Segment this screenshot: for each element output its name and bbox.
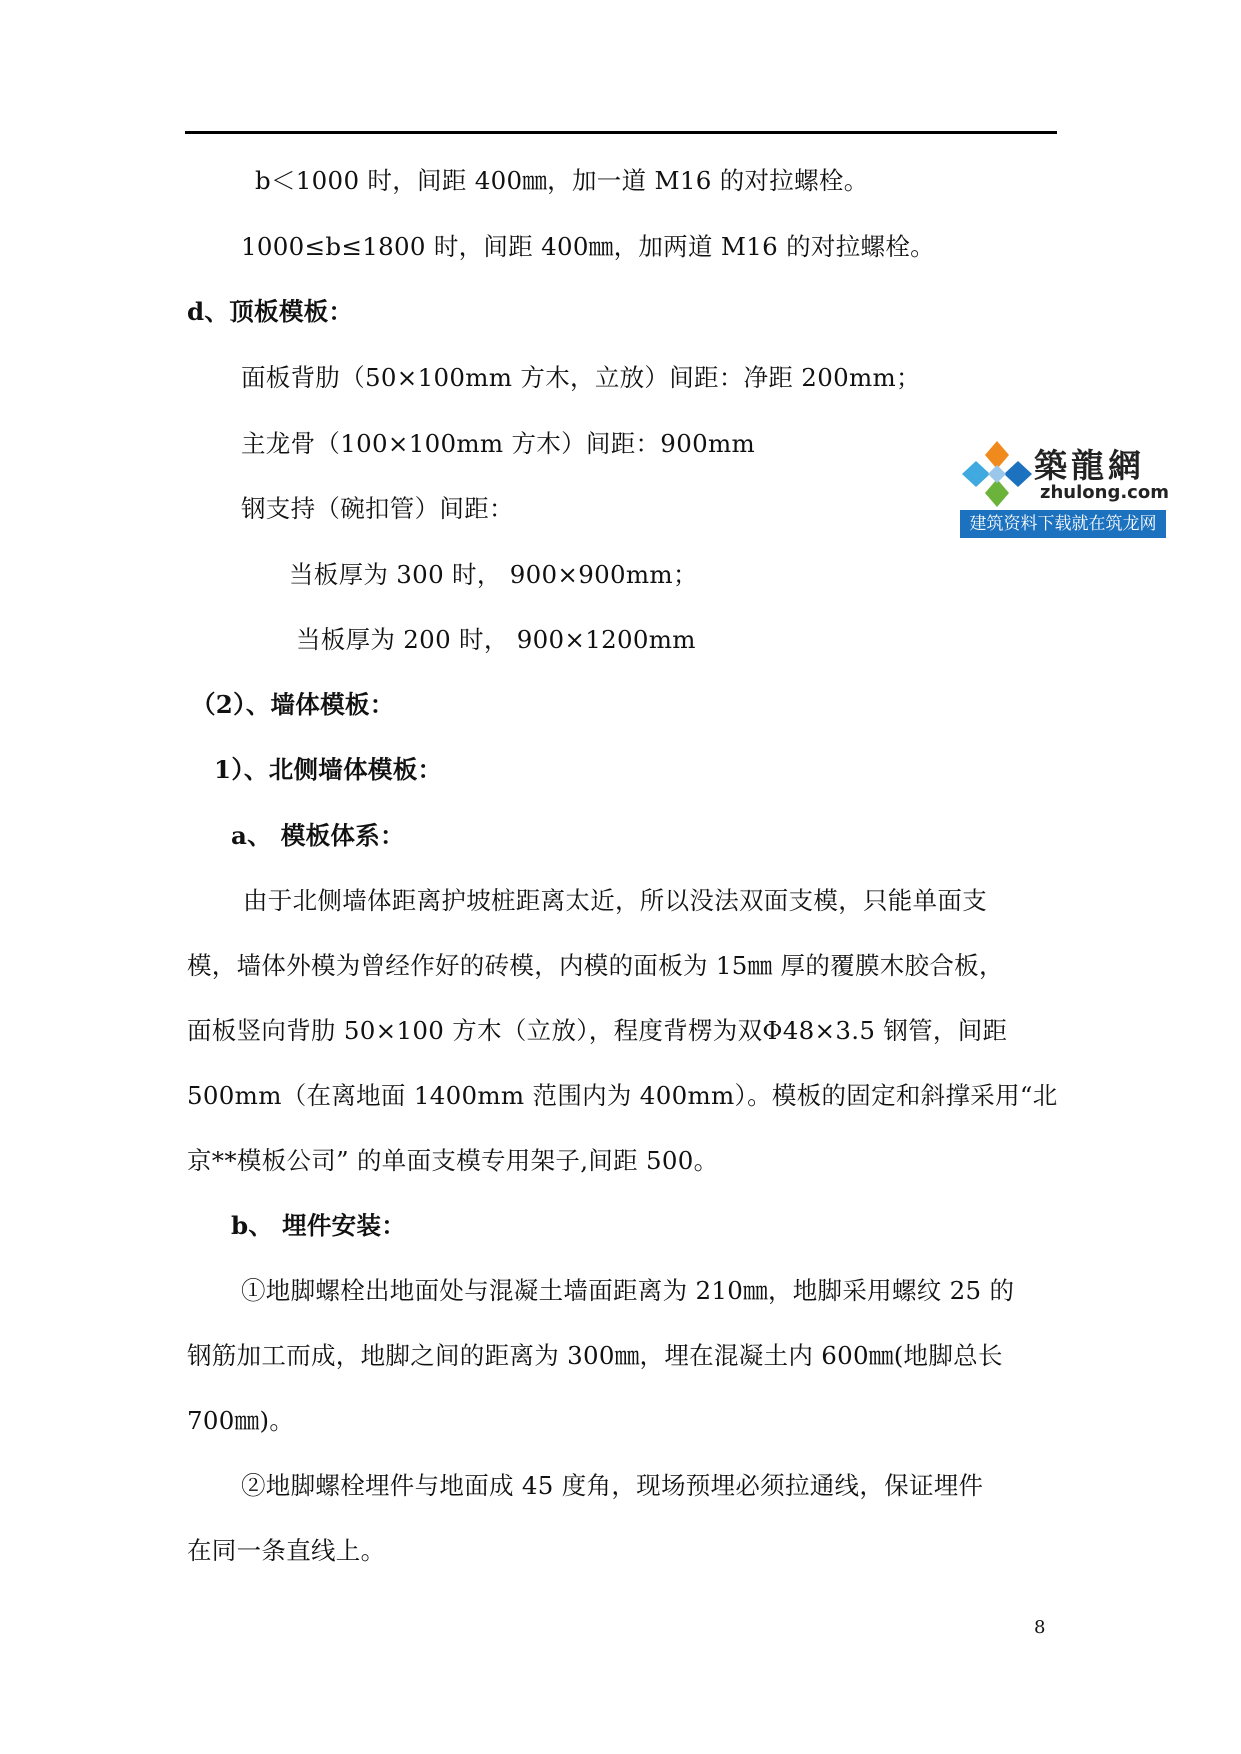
logo-name: 築龍網 [1034,446,1145,485]
paragraph-line: 模，墙体外模为曾经作好的砖模，内模的面板为 15㎜ 厚的覆膜木胶合板， [187,951,1004,980]
text-line: 主龙骨（100×100mm 方木）间距：900mm [241,429,756,458]
zhulong-watermark-logo [960,437,1169,538]
paragraph-line: 在同一条直线上。 [187,1536,386,1565]
section-heading: d、顶板模板： [187,297,354,326]
paragraph-line: ①地脚螺栓出地面处与混凝土墙面距离为 210㎜，地脚采用螺纹 25 的 [241,1276,1015,1305]
item-heading: b、 埋件安装： [231,1211,407,1240]
item-heading: a、 模板体系： [231,821,405,850]
subsection-heading: 1）、北侧墙体模板： [214,755,443,784]
text-line: 面板背肋（50×100mm 方木，立放）间距：净距 200mm； [241,363,921,392]
paragraph-line: 由于北侧墙体距离护坡桩距离太近，所以没法双面支模，只能单面支 [243,886,987,915]
logo-slogan: 建筑资料下载就在筑龙网 [960,510,1166,538]
text-line: 当板厚为 200 时， 900×1200mm [296,625,696,654]
text-line: 当板厚为 300 时， 900×900mm； [289,560,698,589]
logo-url: zhulong.com [1040,482,1169,503]
paragraph-line: 钢筋加工而成，地脚之间的距离为 300㎜，埋在混凝土内 600㎜(地脚总长 [187,1341,1003,1370]
text-line: b＜1000 时，间距 400㎜，加一道 M16 的对拉螺栓。 [255,166,869,195]
paragraph-line: 700㎜)。 [187,1406,295,1435]
paragraph-line: 京**模板公司” 的单面支模专用架子,间距 500。 [187,1146,719,1175]
paragraph-line: 面板竖向背肋 50×100 方木（立放），程度背楞为双Φ48×3.5 钢管，间距 [187,1016,1008,1045]
section-heading: （2）、墙体模板： [191,690,395,719]
page-number: 8 [1034,1617,1046,1638]
paragraph-line: 500mm（在离地面 1400mm 范围内为 400mm）。模板的固定和斜撑采用“北 [187,1081,1058,1110]
logo-diamond-icon [962,441,1032,507]
header-rule [185,131,1057,134]
paragraph-line: ②地脚螺栓埋件与地面成 45 度角，现场预埋必须拉通线，保证埋件 [241,1471,984,1500]
logo-top [960,437,1169,509]
text-line: 1000≤b≤1800 时，间距 400㎜，加两道 M16 的对拉螺栓。 [241,232,935,261]
text-line: 钢支持（碗扣管）间距： [241,494,514,523]
